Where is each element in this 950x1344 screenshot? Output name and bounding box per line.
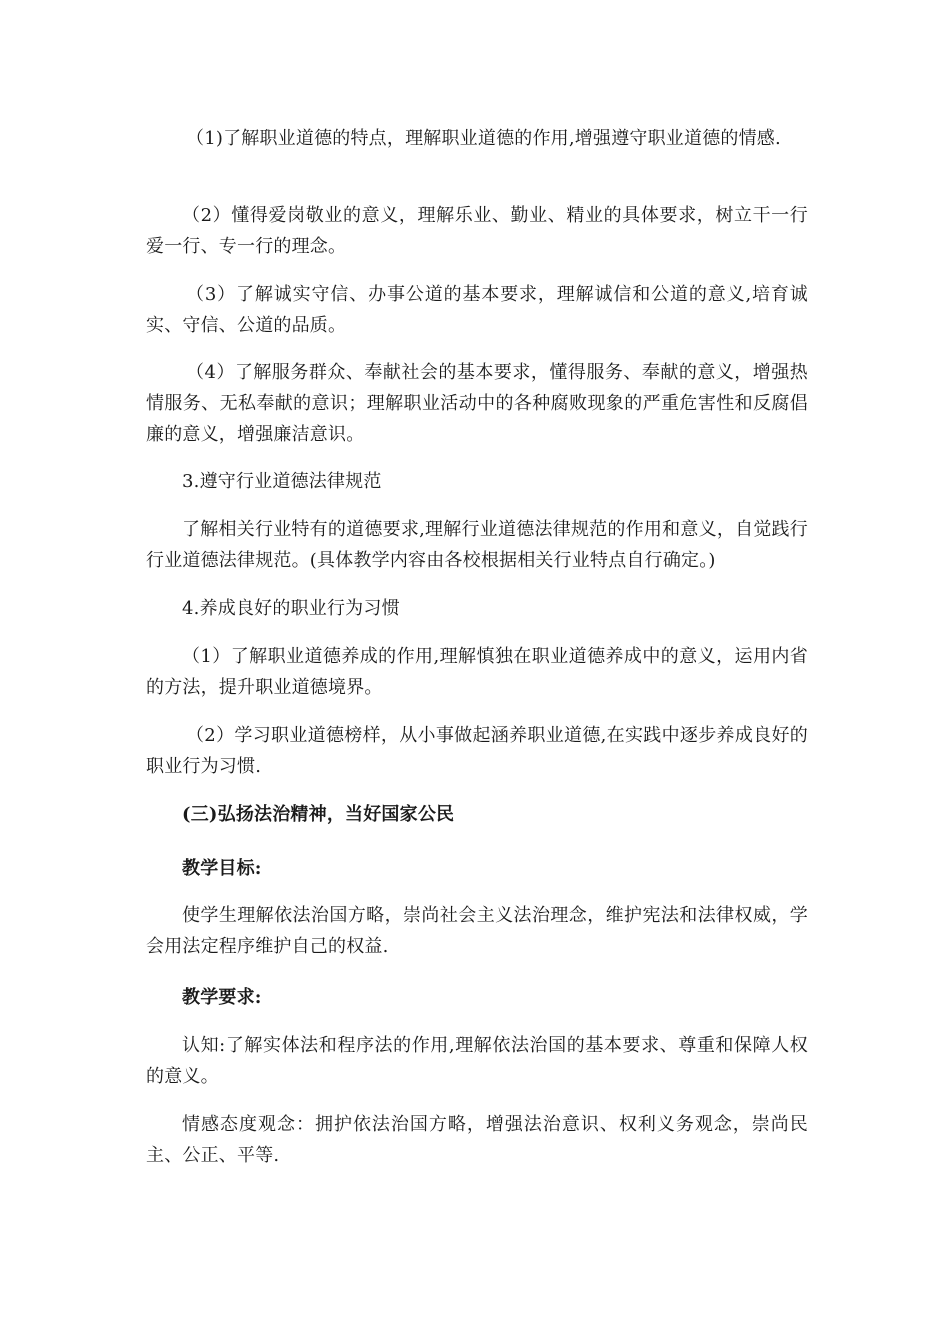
- chapter-heading: (三)弘扬法治精神，当好国家公民: [182, 804, 455, 825]
- paragraph-4: （4）了解服务群众、奉献社会的基本要求，懂得服务、奉献的意义，增强热情服务、无私奉献的意识；理解职业活动中的各种腐败现象的严重危害性和反腐倡廉的意义，增强廉洁意识。: [146, 362, 808, 445]
- teaching-requirement-heading: 教学要求:: [182, 987, 262, 1008]
- section-heading-3: 3.遵守行业道德法律规范: [182, 471, 382, 492]
- paragraph-2: （2）懂得爱岗敬业的意义，理解乐业、勤业、精业的具体要求，树立干一行爱一行、专一行的理念。: [146, 205, 808, 257]
- attitude-text: 情感态度观念：拥护依法治国方略，增强法治意识、权利义务观念，崇尚民主、公正、平等.: [146, 1114, 808, 1166]
- cognition-text: 认知:了解实体法和程序法的作用,理解依法治国的基本要求、尊重和保障人权的意义。: [146, 1035, 808, 1087]
- teaching-goal-heading: 教学目标:: [182, 858, 262, 879]
- paragraph-3: （3）了解诚实守信、办事公道的基本要求，理解诚信和公道的意义,培育诚实、守信、公道的品质。: [146, 284, 808, 336]
- section-heading-4: 4.养成良好的职业行为习惯: [182, 598, 400, 619]
- paragraph-7: （2）学习职业道德榜样，从小事做起涵养职业道德,在实践中逐步养成良好的职业行为习惯.: [146, 725, 808, 777]
- paragraph-6: （1）了解职业道德养成的作用,理解慎独在职业道德养成中的意义，运用内省的方法，提升职业道德境界。: [146, 646, 808, 698]
- paragraph-1: （1)了解职业道德的特点，理解职业道德的作用,增强遵守职业道德的情感.: [186, 128, 781, 149]
- paragraph-5: 了解相关行业特有的道德要求,理解行业道德法律规范的作用和意义，自觉践行行业道德法律规范。(具体教学内容由各校根据相关行业特点自行确定。): [146, 519, 808, 571]
- teaching-goal-text: 使学生理解依法治国方略，崇尚社会主义法治理念，维护宪法和法律权威，学会用法定程序维护自己的权益.: [146, 905, 808, 957]
